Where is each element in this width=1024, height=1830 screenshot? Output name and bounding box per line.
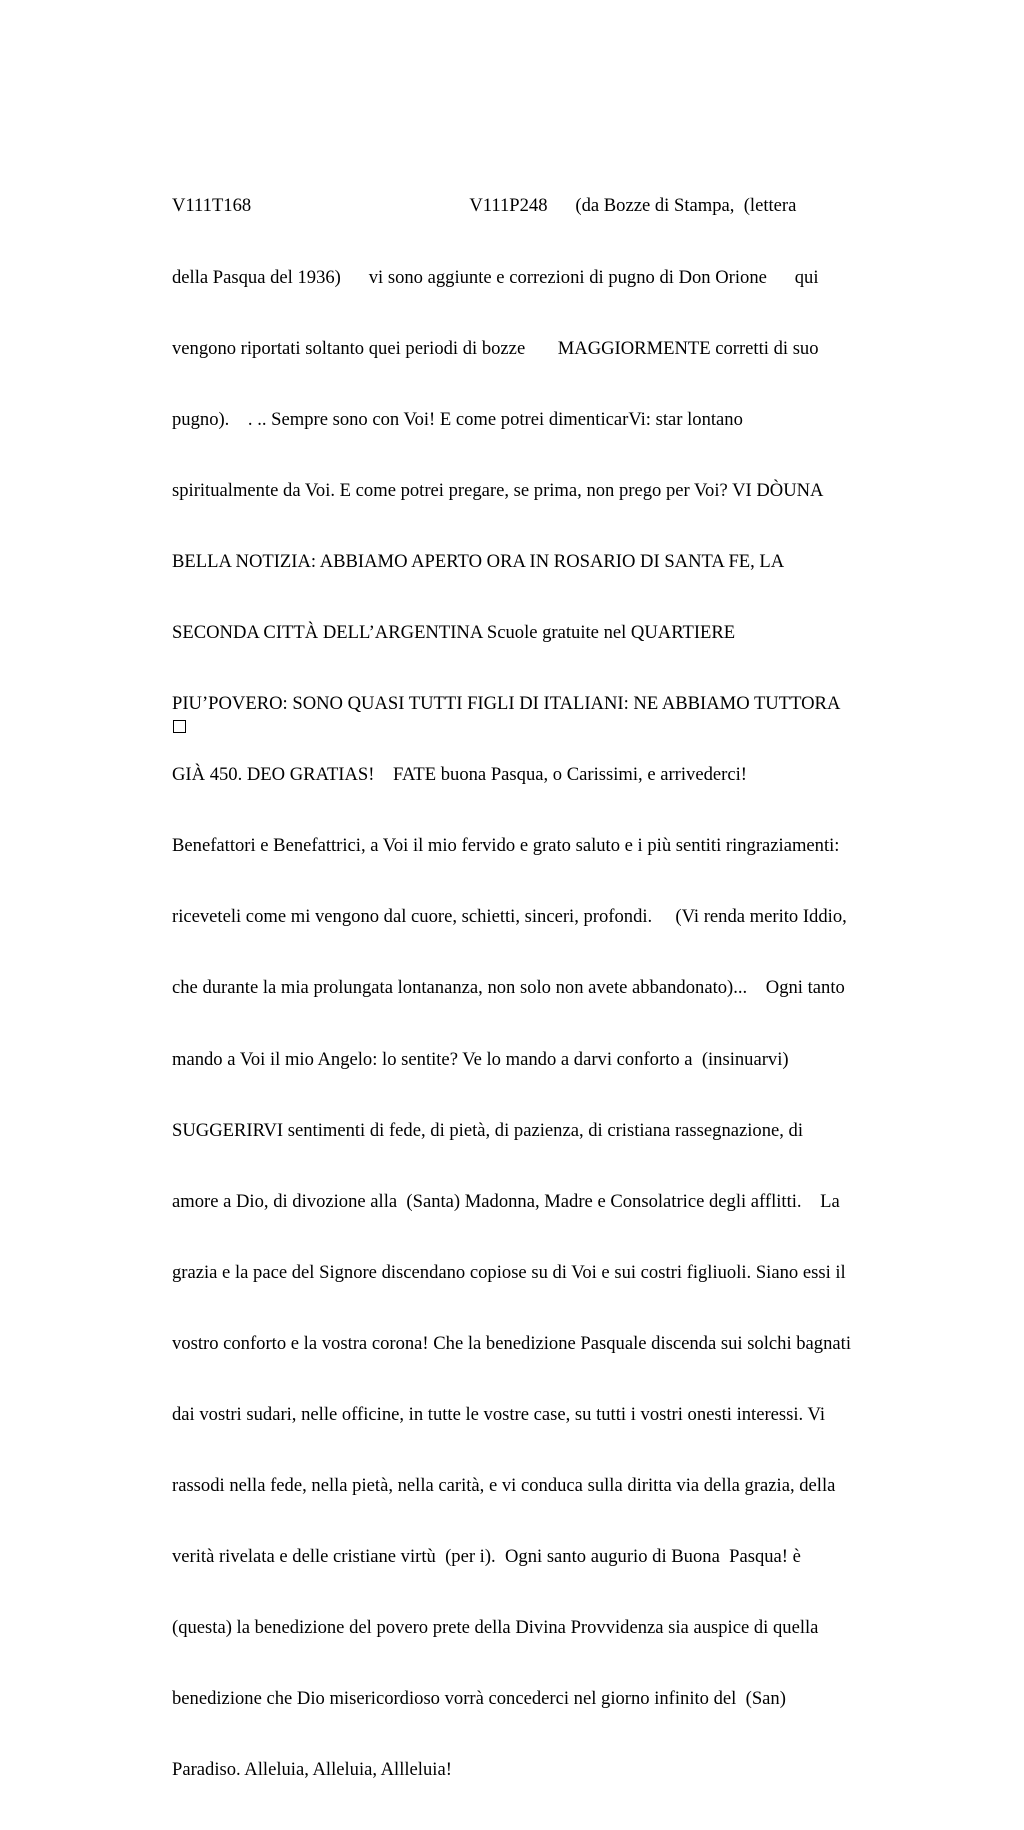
text-line: Paradiso. Alleluia, Alleluia, Allleluia! [172, 1759, 452, 1781]
text-line: dai vostri sudari, nelle officine, in tutte le vostre case, su tutti i vostri onesti interessi. Vi [172, 1404, 825, 1425]
text-line: verità rivelata e delle cristiane virtù (per i). Ogni santo augurio di Buona Pasqua! è [172, 1546, 801, 1568]
text-line: BELLA NOTIZIA: ABBIAMO APERTO ORA IN ROSARIO DI SANTA FE, LA [172, 550, 785, 572]
checkbox-square-icon [173, 720, 186, 733]
text-line: grazia e la pace del Signore discendano copiose su di Voi e sui costri figliuoli. Siano essi il [172, 1261, 846, 1283]
text-line: amore a Dio, di divozione alla (Santa) Madonna, Madre e Consolatrice degli afflitti. La [172, 1190, 840, 1212]
text-line: che durante la mia prolungata lontananza, non solo non avete abbandonato)... Ogni tanto [172, 977, 845, 999]
text-line: V111T168 V111P248 (da Bozze di Stampa, (lettera [172, 195, 797, 217]
text-line: mando a Voi il mio Angelo: lo sentite? Ve lo mando a darvi conforto a (insinuarvi) [172, 1048, 789, 1070]
text-line: pugno). . .. Sempre sono con Voi! E come potrei dimenticarVi: star lontano [172, 408, 743, 430]
text-line: vostro conforto e la vostra corona! Che la benedizione Pasquale discenda sui solchi bagnati [172, 1332, 851, 1354]
text-line: PIU’POVERO: SONO QUASI TUTTI FIGLI DI ITALIANI: NE ABBIAMO TUTTORA [172, 693, 841, 715]
text-line: rassodi nella fede, nella pietà, nella carità, e vi conduca sulla diritta via della grazia, della [172, 1475, 836, 1497]
text-line: GIÀ 450. DEO GRATIAS! FATE buona Pasqua, o Carissimi, e arrivederci! [172, 764, 747, 786]
text-line: (questa) la benedizione del povero prete della Divina Provvidenza sia auspice di quella [172, 1617, 819, 1639]
text-line: benedizione che Dio misericordioso vorrà concederci nel giorno infinito del (San) [172, 1688, 786, 1710]
text-line: vengono riportati soltanto quei periodi di bozze MAGGIORMENTE corretti di suo [172, 337, 819, 359]
text-line: SUGGERIRVI sentimenti di fede, di pietà, di pazienza, di cristiana rassegnazione, di [172, 1119, 804, 1141]
text-line: della Pasqua del 1936) vi sono aggiunte e correzioni di pugno di Don Orione qui [172, 266, 819, 288]
text-line: Benefattori e Benefattrici, a Voi il mio fervido e grato saluto e i più sentiti ringraziamenti: [172, 835, 840, 857]
text-line: SECONDA CITTÀ DELL’ARGENTINA Scuole gratuite nel QUARTIERE [172, 621, 736, 643]
document-body [172, 147, 932, 1830]
text-line: riceveteli come mi vengono dal cuore, schietti, sinceri, profondi. (Vi renda merito Iddio, [172, 906, 847, 928]
text-line: spiritualmente da Voi. E come potrei pregare, se prima, non prego per Voi? VI DÒUNA [172, 479, 824, 501]
